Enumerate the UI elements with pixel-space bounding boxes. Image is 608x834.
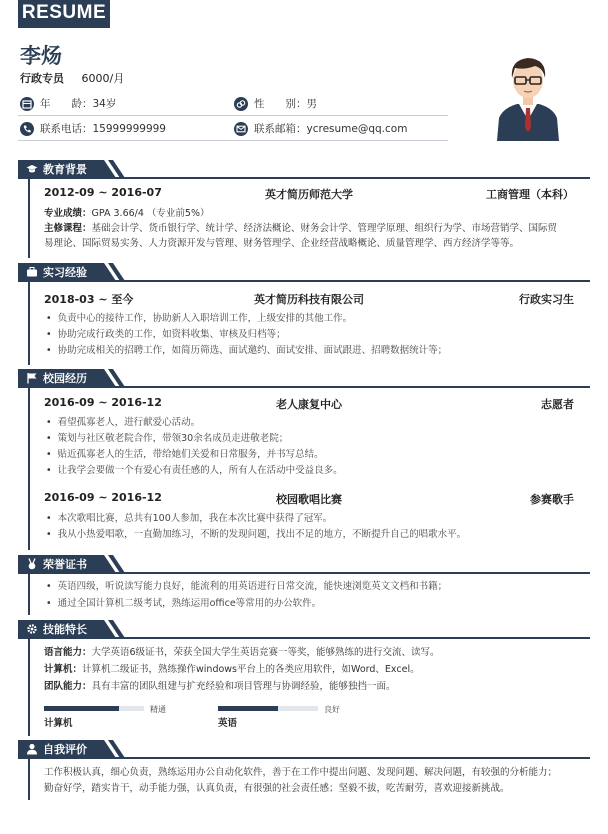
avatar [495,46,561,141]
internship-date: 2018-03 ~ 至今 [44,293,134,306]
internship-entry [44,291,574,305]
section-title: 教育背景 [43,163,87,176]
internship-bullet: • 负责中心的接待工作，协助新人入职培训工作，上级安排的其他工作。 [46,312,574,326]
mail-icon [234,122,248,136]
internship-company: 英才简历科技有限公司 [254,293,364,306]
skill-bar-fill [218,706,278,711]
section-campus-header [18,369,590,387]
education-entry [44,186,574,200]
campus-bullet: • 我从小热爱唱歌，一直勤加练习，不断的发现问题，找出不足的地方，不断提升自己的唱歌水平。 [46,528,574,542]
skill-level: 良好 [324,705,340,714]
education-major: 工商管理（本科） [486,188,574,201]
email-field [234,121,407,136]
flag-icon [26,372,38,384]
briefcase-icon [26,266,38,278]
section-skills-header [18,620,590,638]
campus-bullet: • 贴近孤寡老人的生活，带给她们关爱和日常服务，并书写总结。 [46,448,574,462]
campus-org: 老人康复中心 [276,398,342,411]
education-score: 专业成绩：GPA 3.66/4 （专业前5%） [44,208,210,219]
internship-bullet: • 协助完成相关的招聘工作，如简历筛选、面试邀约、面试安排、面试跟进、招聘数据统计等； [46,344,574,358]
campus-date: 2016-09 ~ 2016-12 [44,396,162,409]
calendar-icon [20,97,34,111]
education-school: 英才简历师范大学 [265,188,353,201]
resume-tag-underline [18,26,110,28]
campus-role: 参赛歌手 [530,493,574,506]
section-certificates-header [18,555,590,573]
phone-value: 15999999999 [92,122,166,135]
expected-salary: 6000/月 [81,72,125,85]
graduation-cap-icon [26,163,38,175]
info-row-1 [18,92,448,116]
section-title: 自我评价 [43,743,87,756]
email-label: 联系邮箱： [254,123,307,135]
email-value: ycresume@qq.com [306,122,408,135]
gear-icon [26,623,38,635]
medal-icon [26,558,38,570]
section-title: 校园经历 [43,372,87,385]
candidate-name: 李炀 [20,44,62,68]
education-courses-cont: 易理论、国际贸易实务、人力资源开发与管理、财务管理学、企业经营战略概论、质量管理学、西方经济学等等。 [44,238,520,249]
skill-bar-fill [44,706,119,711]
job-title: 行政专员 [20,72,64,85]
info-row-2 [18,117,448,141]
skill-line: 语言能力：大学英语6级证书，荣获全国大学生英语竞赛一等奖，能够熟练的进行交流、读写。 [44,647,440,658]
skill-level: 精通 [150,705,166,714]
gender-icon [234,97,248,111]
campus-bullet: • 看望孤寡老人，进行献爱心活动。 [46,416,574,430]
phone-field [20,121,166,136]
campus-bullet: • 本次歌唱比赛，总共有100人参加，我在本次比赛中获得了冠军。 [46,512,574,526]
internship-role: 行政实习生 [519,293,574,306]
internship-bullet: • 协助完成行政类的工作，如资料收集、审核及归档等； [46,328,574,342]
skill-name: 英语 [218,718,238,729]
gender-label: 性 别： [254,98,307,110]
gender-field [234,96,317,111]
section-self-eval-header [18,740,590,758]
phone-icon [20,122,34,136]
campus-role: 志愿者 [541,398,574,411]
education-date: 2012-09 ~ 2016-07 [44,186,162,199]
campus-bullet: • 让我学会要做一个有爱心有责任感的人，所有人在活动中受益良多。 [46,464,574,478]
self-eval-text: 工作积极认真，细心负责，熟练运用办公自动化软件，善于在工作中提出问题、发现问题、解决问题，有较强的分析能力； [44,767,558,778]
age-value: 34岁 [92,98,117,110]
skill-line: 计算机：计算机二级证书，熟练操作windows平台上的各类应用软件，如Word、Excel。 [44,664,420,675]
section-education-header [18,160,590,178]
self-eval-text: 勤奋好学，踏实肯干，动手能力强，认真负责，有很强的社会责任感；坚毅不拔，吃苦耐劳，喜欢迎接新挑战。 [44,783,510,794]
age-field [20,96,116,111]
section-internship-header [18,263,590,281]
section-title: 实习经验 [43,266,87,279]
campus-bullet: • 策划与社区敬老院合作，带领30余名成员走进敬老院； [46,432,574,446]
section-title: 技能特长 [43,623,87,636]
section-title: 荣誉证书 [43,558,87,571]
campus-org: 校园歌唱比赛 [276,493,342,506]
resume-tag: RESUME [18,0,110,26]
person-icon [26,743,38,755]
certificate-bullet: • 通过全国计算机二级考试，熟练运用office等常用的办公软件。 [46,597,574,611]
skill-bar-computer [44,706,144,711]
job-intent [20,70,124,86]
skill-bar-english [218,706,318,711]
gender-value: 男 [306,98,317,110]
campus-entry [44,396,574,410]
skill-line: 团队能力：具有丰富的团队组建与扩充经验和项目管理与协调经验，能够独挡一面。 [44,681,396,692]
education-courses: 主修课程：基础会计学、货币银行学、统计学、经济法概论、财务会计学、管理学原理、组织行为学、市场营销学、国际贸 [44,223,558,234]
certificate-bullet: • 英语四级，听说读写能力良好，能流利的用英语进行日常交流，能快速浏览英文文档和书籍； [46,580,574,594]
campus-date: 2016-09 ~ 2016-12 [44,491,162,504]
campus-entry [44,491,574,505]
age-label: 年 龄： [40,98,93,110]
phone-label: 联系电话： [40,123,93,135]
skill-name: 计算机 [44,718,73,729]
